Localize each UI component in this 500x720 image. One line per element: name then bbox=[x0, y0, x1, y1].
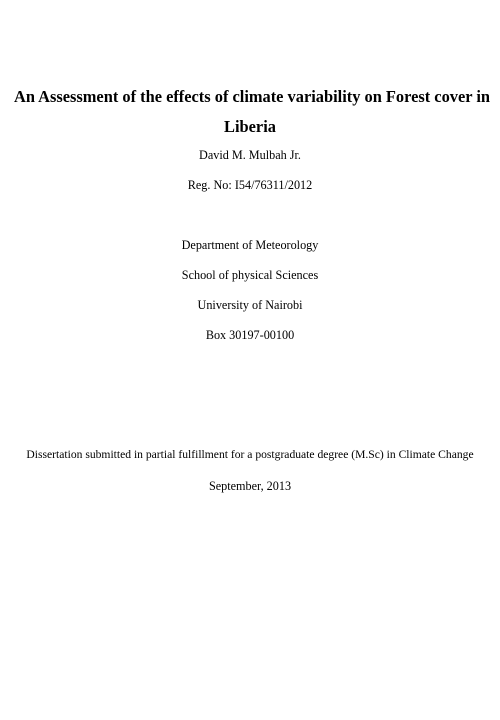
title-line-2: Liberia bbox=[224, 117, 276, 136]
title-line-1: An Assessment of the effects of climate variability on Forest cover in bbox=[14, 87, 490, 106]
dissertation-title bbox=[14, 82, 490, 142]
submission-statement: Dissertation submitted in partial fulfillment for a postgraduate degree (M.Sc) in Climate Change bbox=[26, 448, 474, 461]
registration-number: Reg. No: I54/76311/2012 bbox=[187, 178, 313, 192]
submission-date: September, 2013 bbox=[208, 479, 292, 493]
author-name: David M. Mulbah Jr. bbox=[199, 148, 301, 162]
university-name: University of Nairobi bbox=[197, 298, 303, 312]
department-name: Department of Meteorology bbox=[181, 238, 319, 252]
school-name: School of physical Sciences bbox=[181, 268, 319, 282]
postal-address: Box 30197-00100 bbox=[205, 328, 295, 342]
